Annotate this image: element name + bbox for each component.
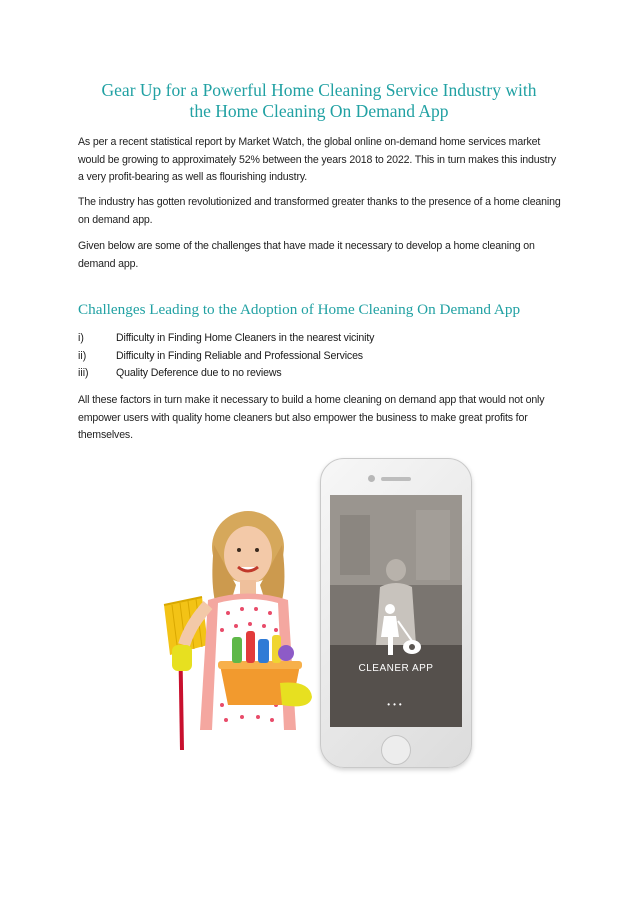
camera-icon [368,475,375,482]
list-item-text: Difficulty in Finding Reliable and Professional Services [116,349,363,362]
list-item-text: Quality Deference due to no reviews [116,367,282,379]
cleaner-with-vacuum-icon [366,601,426,661]
list-item-number: i) [78,332,84,344]
cleaning-woman-image [150,505,320,755]
phone-screen [330,495,462,727]
speaker-grille [381,477,411,481]
paragraph-challenges-intro: Given below are some of the challenges that have made it necessary to develop a home cleaning on demand app. [78,240,535,270]
list-item [78,365,558,383]
list-item [78,330,558,348]
list-item-number: ii) [78,349,87,362]
home-button[interactable] [381,735,411,765]
smartphone [320,458,472,768]
list-item-text: Difficulty in Finding Home Cleaners in the nearest vicinity [116,332,375,344]
list-item-number: iii) [78,367,89,379]
challenges-list [78,330,558,383]
illustration [150,455,480,775]
title-line-2: the Home Cleaning On Demand App [189,101,449,121]
app-name-label: CLEANER APP [358,663,434,674]
list-item [78,348,558,366]
paragraph-intro: As per a recent statistical report by Market Watch, the global online on-demand home services market would be growing to approximately 52% between the years 2018 to 2022. This in turn makes this industry a very profit-bearing as well as flourishing industry. [78,136,556,183]
loading-dots: ••• [387,700,405,709]
paragraph-revolution: The industry has gotten revolutionized and transformed greater thanks to the presence of a home cleaning on demand app. [78,196,561,226]
title-line-1: Gear Up for a Powerful Home Cleaning Service Industry with [101,80,537,100]
section-heading: Challenges Leading to the Adoption of Home Cleaning On Demand App [78,301,521,318]
paragraph-conclusion: All these factors in turn make it necessary to build a home cleaning on demand app that would not only empower users with quality home cleaners but also empower the business to make great profits for themselves. [78,394,545,441]
page-title [70,80,568,122]
